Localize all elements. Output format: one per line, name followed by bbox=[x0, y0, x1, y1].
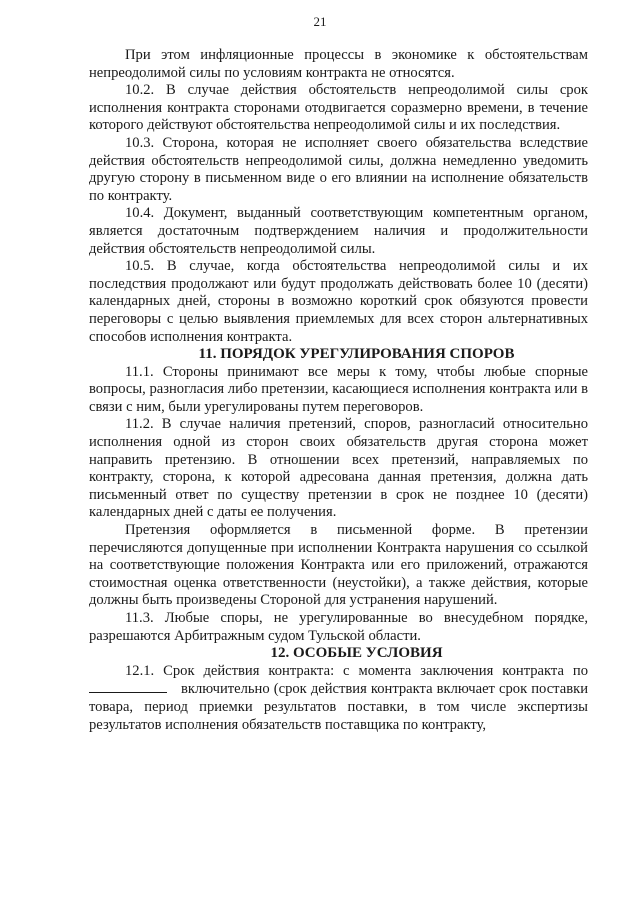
section-11-heading: 11. ПОРЯДОК УРЕГУЛИРОВАНИЯ СПОРОВ bbox=[198, 346, 515, 363]
paragraph-12-1-rest: включительно (срок действия контракта включает срок поставки товара, период приемки результатов поставки, в том числе экспертизы результатов исполнения обязательств поставщика по контракту, bbox=[89, 681, 588, 733]
page-number: 21 bbox=[313, 14, 327, 29]
paragraph-10-4: 10.4. Документ, выданный соответствующим компетентным органом, является достаточным подтверждением наличия и продолжительности действия обстоятельств непреодолимой силы. bbox=[89, 205, 588, 257]
paragraph-12-1 bbox=[89, 663, 588, 734]
paragraph-11-1: 11.1. Стороны принимают все меры к тому, чтобы любые спорные вопросы, разногласия либо претензии, касающиеся исполнения контракта или в связи с ним, были урегулированы путем переговоров. bbox=[89, 363, 588, 415]
paragraph-claim-form: Претензия оформляется в письменной форме. В претензии перечисляются допущенные при исполнении Контракта нарушения со ссылкой на соответствующие положения Контракта или его приложений, отражаются стоимостная оценка ответственности (неустойки), а также действия, которые должны быть произведены Стороной для устранения нарушений. bbox=[89, 522, 588, 609]
paragraph-11-3: 11.3. Любые споры, не урегулированные во внесудебном порядке, разрешаются Арбитражным судом Тульской области. bbox=[89, 610, 588, 644]
section-12-heading: 12. ОСОБЫЕ УСЛОВИЯ bbox=[270, 645, 443, 662]
paragraph-10-2: 10.2. В случае действия обстоятельств непреодолимой силы срок исполнения контракта сторонами отодвигается соразмерно времени, в течение которого действуют обстоятельства непреодолимой силы и их последствия. bbox=[89, 82, 588, 134]
paragraph-12-1-start: 12.1. Срок действия контракта: с момента заключения контракта по bbox=[125, 662, 588, 679]
paragraph-10-3: 10.3. Сторона, которая не исполняет своего обязательства вследствие действия обстоятельств непреодолимой силы, должна немедленно уведомить другую сторону в письменном виде о его влиянии на исполнение обязательств по контракту. bbox=[89, 134, 588, 204]
paragraph-11-2: 11.2. В случае наличия претензий, споров, разногласий относительно исполнения одной из сторон своих обязательств другая сторона может направить претензию. В отношении всех претензий, направляемых по контракту, сторона, к которой адресована данная претензия, должна дать письменный ответ по существу претензии в срок не позднее 10 (десяти) календарных дней с даты ее получения. bbox=[89, 416, 588, 521]
document-body bbox=[89, 47, 588, 734]
paragraph-10-5: 10.5. В случае, когда обстоятельства непреодолимой силы и их последствия продолжают или будут продолжать действовать более 10 (десяти) календарных дней, стороны в возможно короткий срок обязуются провести переговоры с целью выявления приемлемых для всех сторон альтернативных способов исполнения контракта. bbox=[89, 258, 588, 345]
paragraph-inflation: При этом инфляционные процессы в экономике к обстоятельствам непреодолимой силы по условиям контракта не относятся. bbox=[89, 47, 588, 81]
blank-date-line bbox=[89, 680, 167, 693]
